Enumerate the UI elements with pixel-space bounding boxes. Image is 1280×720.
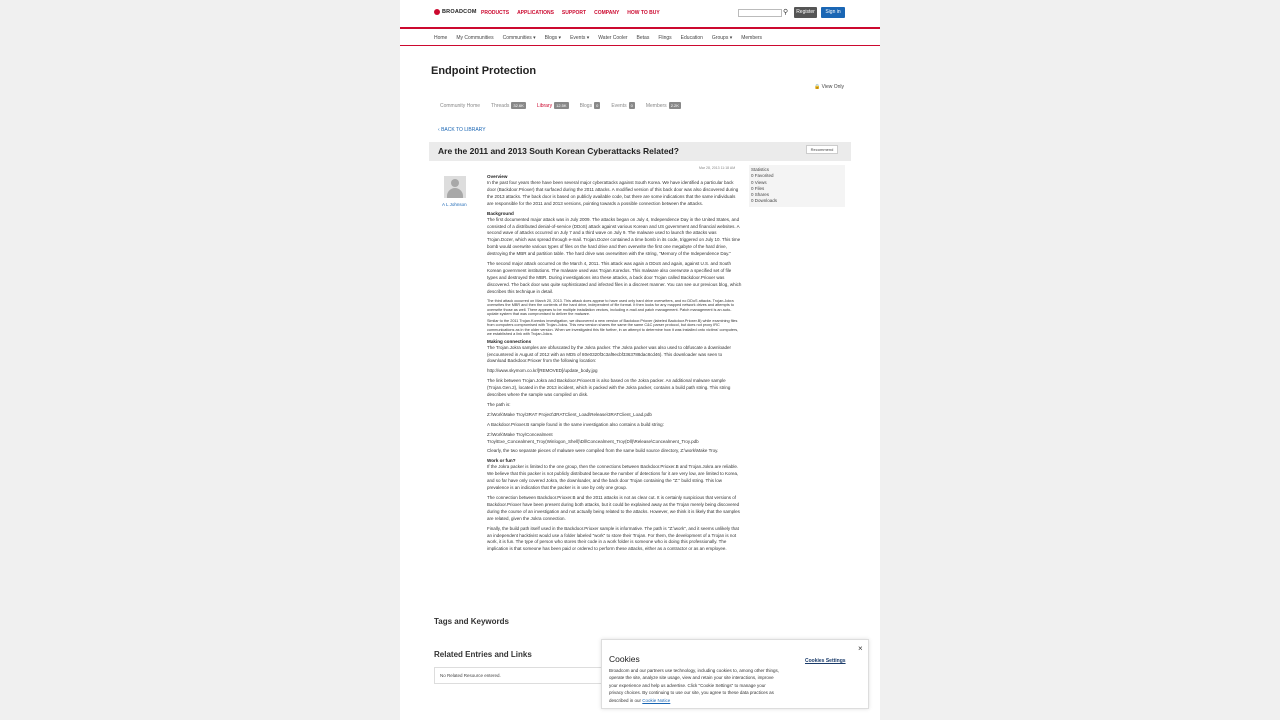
cookie-settings-button[interactable]: Cookies Settings	[805, 658, 846, 664]
chevron-left-icon: ‹	[438, 127, 440, 133]
register-button[interactable]: Register	[794, 7, 817, 18]
lock-icon: 🔒	[814, 84, 821, 90]
logo-icon	[434, 9, 440, 15]
paragraph: Finally, the build path itself used in the Backdoor.Prioxer sample is informative. The path is "Z:\work", and it seems unlikely that an independent hacktivist would use a folder labeled "work" to store their Trojan. For them, the development of a Trojan is not work, it is fun. The type of person who stores their code in a work folder is someone who is doing this professionally. The implication is that someone has been paid or ordered to perform these attacks, either as a contractor or as an employee.	[487, 525, 739, 552]
page	[400, 0, 880, 720]
related-heading: Related Entries and Links	[434, 650, 532, 659]
search-input[interactable]	[738, 9, 782, 17]
paragraph: In the past four years there have been several major cyberattacks against South Korea. We have identified a particular back door (Backdoor.Prioxer) that surfaced during the 2011 attacks. A modified version of this back door was also discovered during the 2013 attacks. The back door is based on publicly available code, but there are some indications that the same individuals are responsible for the 2011 and 2013 versions, pointing towards a possible connection between the attacks.	[487, 180, 739, 206]
cookie-body-text: Broadcom and our partners use technology, including cookies to, among other things, operate the site, analyze site usage, view and retain your site interactions, improve your experience and help us advertise. Click "Cookie Settings" to manage your privacy choices. By continuing to use our site, you agree to these data practices as described in our	[609, 668, 780, 703]
article-header	[429, 142, 851, 161]
count-badge: 0	[630, 103, 633, 108]
subnav-events[interactable]: Events ▾	[570, 35, 590, 41]
paragraph: http://www.skymom.co.kr/[REMOVED]/update_body.jpg	[487, 368, 598, 374]
subnav-water-cooler[interactable]: Water Cooler	[598, 35, 628, 41]
view-only-indicator	[814, 84, 844, 90]
back-link-label: BACK TO LIBRARY	[441, 127, 486, 133]
tab-blogs[interactable]	[580, 102, 601, 109]
subnav-betas[interactable]: Betas	[636, 35, 650, 41]
paragraph: The connection between Backdoor.Prioxer.B and the 2011 attacks is not as clear cut. It is certainly suspicious that versions of Backdoor.Prioxer have been present during both attacks, but it could be explained away as the Trojan merely being discovered during the course of an investigation and not actually being related to the attacks. However, we think it is likely that the samples are related, given the Jokra connection.	[487, 495, 740, 521]
statistics-panel	[749, 165, 845, 207]
top-header	[400, 0, 880, 27]
stats-favorited: 0 Favorited	[751, 173, 774, 179]
subnav-members[interactable]: Members	[741, 35, 763, 41]
paragraph: Z:\Work\Make Troy\Concealment Troy\Exe_Concealment_Troy(Winlogon_Shell)\Dll\Concealment_Troy(Dll)\Release\Concealment_Troy.pdb	[487, 431, 699, 444]
community-nav	[400, 29, 880, 46]
related-entries-box	[434, 667, 614, 684]
nav-how-to-buy[interactable]: HOW TO BUY	[627, 10, 660, 16]
subnav-flings[interactable]: Flings	[658, 35, 672, 41]
paragraph: The first documented major attack was in July 2009. The attacks began on July 4, Independence Day in the United States, and consisted of a distributed denial-of-service (DDoS) attack against various Korean and US government and financial websites. A second wave of attacks occurred on July 7 and a third wave on July 9. The malware used to launch the attacks was Trojan.Dozer, which was spread through e-mail. Trojan.Dozer contained a time bomb in its code, triggered on July 10. This time bomb would overwrite various types of files on the hard drive and then overwrite the first one megabyte of the hard drive, destroying the MBR and partition table. The hard drive was overwritten with the string, "Memory of the Independence Day."	[487, 216, 741, 257]
tab-members[interactable]	[646, 102, 681, 109]
paragraph: The Trojan.Jokra samples are obfuscated by the Jokra packer. The Jokra packer was also used to obfuscate a downloader (encountered in August of 2012 with an MD5 of 80e0320f3c3af9ecbf3363788dac8cd46). This downloader was seen to download Backdoor.Prioxer from the following location:	[487, 344, 732, 364]
subnav-my-communities[interactable]: My Communities	[456, 35, 494, 41]
back-to-library-link[interactable]	[438, 127, 486, 133]
nav-company[interactable]: COMPANY	[594, 10, 620, 16]
cookie-title: Cookies	[609, 654, 640, 664]
subnav-home[interactable]: Home	[434, 35, 448, 41]
tab-label: Library	[536, 102, 553, 109]
recommend-button[interactable]: Recommend	[806, 145, 838, 154]
tags-heading: Tags and Keywords	[434, 617, 509, 626]
article-body	[487, 174, 742, 556]
nav-applications[interactable]: APPLICATIONS	[517, 10, 554, 16]
subnav-education[interactable]: Education	[680, 35, 703, 41]
section-heading: Work or fun?	[487, 458, 516, 464]
stats-downloads: 0 Downloads	[751, 198, 778, 204]
search-icon[interactable]: ⚲	[783, 9, 789, 16]
subnav-blogs[interactable]: Blogs ▾	[544, 35, 562, 41]
publish-date: Mar 28, 2013 11:18 AM	[699, 166, 736, 170]
sign-in-button[interactable]: Sign in	[821, 7, 845, 18]
close-icon[interactable]: ×	[858, 644, 863, 653]
stats-views: 0 Views	[751, 179, 767, 185]
view-only-label: View Only	[821, 84, 845, 90]
author-name-link[interactable]: A L Johnson	[442, 202, 467, 207]
stats-files: 0 Files	[751, 185, 765, 191]
section-heading: Background	[487, 210, 514, 216]
count-badge: 2.2K	[670, 103, 679, 108]
broadcom-logo[interactable]	[434, 9, 477, 15]
cookie-banner	[601, 639, 869, 709]
tab-label: Members	[645, 102, 667, 109]
paragraph: The second major attack occurred on the March 4, 2011. This attack was again a DDoS and again, against U.S. and South Korean government institutions. The malware used was Trojan.Koredos. This malware also overwrote a specified set of file types and destroyed the MBR. During investigations into these attacks, a back door Trojan called Backdoor.Prioxer was discovered. The back door was quite sophisticated and infected files in a discreet manner. You can see our previous blog, which describes this technique in detail.	[487, 261, 742, 294]
count-badge: 12.5K	[556, 103, 567, 108]
tab-threads[interactable]	[491, 102, 526, 109]
avatar[interactable]	[444, 176, 466, 198]
article-title: Are the 2011 and 2013 South Korean Cyberattacks Related?	[438, 146, 679, 156]
tab-label: Threads	[491, 102, 510, 109]
paragraph: Similar to the 2011 Trojan.Koredos investigation, we discovered a new version of Backdoor.Prioxer (labeled Backdoor.Prioxer.B) while examining files from computers compromised with Trojan.Jokra. This new version shares the same the same C&C parser protocol, but does not proxy IRC communications as in the older version. When we investigated this file further, in an attempt to determine how it was installed onto victims' computers, we established a link with Trojan.Jokra.	[487, 318, 739, 337]
stats-shares: 0 Shares	[751, 192, 770, 198]
nav-support[interactable]: SUPPORT	[561, 10, 587, 16]
paragraph: The link between Trojan.Jokra and Backdoor.Prioxer.B is also based on the Jokra packer. An additional malware sample (Trojan.Gen.2), located in the 2013 incident, which is packed with the Jokra packer, contains a build path string. This string describes where the sample was compiled on disk.	[487, 378, 731, 398]
subnav-communities[interactable]: Communities ▾	[502, 35, 536, 41]
paragraph: The path is:	[487, 401, 511, 407]
paragraph: If the Jokra packer is limited to the one group, then the connections between Backdoor.Prioxer.B and Trojan.Jokra are reliable. We believe that this packer is not publicly distributed because the number of detections for it are very low, are limited to Korea, and so far have only covered Jokra, the downloader, and the back door Trojan containing the "Z:" build string. This low prevalence is an indication that the packer is in use by only one group.	[487, 464, 739, 491]
page-title: Endpoint Protection	[431, 65, 537, 77]
paragraph: Clearly, the two separate pieces of malware were compiled from the same build source directory, Z:\work\Make Troy.	[487, 448, 719, 454]
nav-products[interactable]: PRODUCTS	[481, 10, 510, 16]
cookie-text	[609, 667, 781, 704]
paragraph: The third attack occurred on March 20, 2013. This attack does appear to have used only hard drive overwriters, and no DDoS attacks. Trojan.Jokra overwrites the MBR and then the contents of the hard drive, independent of file format. It then looks for any mapped network drives and attempts to overwrite those as well. There appears to be multiple installation vectors, including e-mail and patch management. Patch management is an auto-update system that was compromised to deliver the malware.	[487, 298, 734, 317]
paragraph: Z:\Work\Make Troy\3RAT Project\3RATClient_Load\Release\3RATClient_Load.pdb	[487, 411, 652, 417]
tab-label: Events	[611, 102, 627, 109]
main-nav	[481, 10, 660, 16]
logo-text: BROADCOM	[442, 9, 477, 15]
stats-heading: Statistics	[751, 167, 770, 172]
section-heading: Overview	[487, 174, 508, 179]
tab-label: Community Home	[440, 102, 481, 109]
cookie-notice-link[interactable]: Cookie Notice	[642, 697, 671, 703]
tab-library[interactable]	[537, 102, 569, 109]
tab-community-home[interactable]	[440, 103, 480, 109]
section-heading: Making connections	[487, 338, 532, 344]
related-empty-text: No Related Resource entered.	[440, 673, 501, 678]
paragraph: A Backdoor.Prioxer.B sample found in the same investigation also contains a build string:	[487, 421, 664, 427]
community-tabs	[440, 102, 681, 109]
count-badge: 0	[596, 103, 599, 108]
tab-events[interactable]	[611, 102, 635, 109]
tab-label: Blogs	[579, 102, 593, 109]
subnav-groups[interactable]: Groups ▾	[711, 35, 733, 41]
count-badge: 32.6K	[513, 103, 524, 108]
